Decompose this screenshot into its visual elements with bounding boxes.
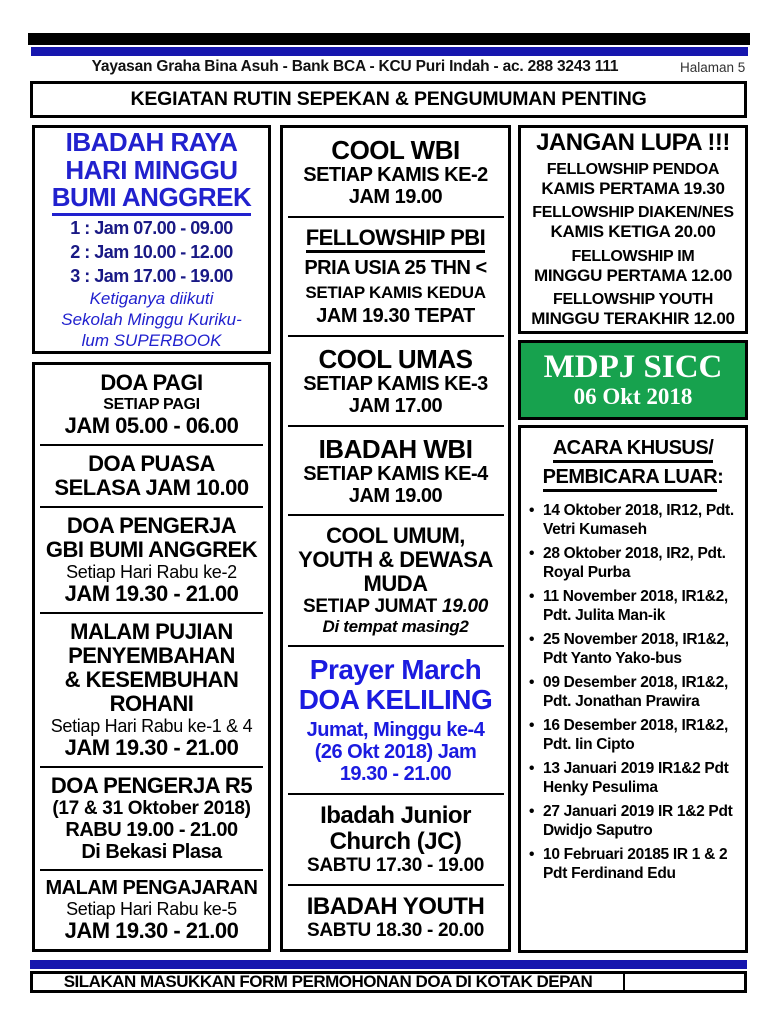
cool-wbi-time: JAM 19.00 [348, 185, 443, 208]
cool-umum-title3: MUDA [363, 571, 428, 597]
doa-pengerja-title2: GBI BUMI ANGGREK [45, 537, 258, 562]
prayer-march-when3: 19.30 - 21.00 [339, 763, 452, 786]
doa-pengerja-section [35, 514, 268, 606]
malam-pujian-section [35, 620, 268, 760]
bottom-blue-bar [30, 960, 747, 969]
org-header: Yayasan Graha Bina Asuh - Bank BCA - KCU Puri Indah - ac. 288 3243 111 [91, 58, 619, 75]
malam-pujian-title3: & KESEMBUHAN [64, 667, 239, 692]
acara-item: • 27 Januari 2019 IR 1&2 Pdt Dwidjo Saputro [527, 802, 741, 840]
section-divider [40, 869, 264, 871]
acara-item: • 11 November 2018, IR1&2, Pdt. Julita Man-ik [527, 587, 741, 625]
doa-pagi-time: JAM 05.00 - 06.00 [64, 413, 239, 438]
ibadah-wbi-section [283, 435, 508, 507]
doa-pagi-section [35, 371, 268, 438]
footer-empty-cell [625, 974, 744, 990]
fellowship-pbi-section [283, 226, 508, 327]
jangan-lupa-item-name: FELLOWSHIP YOUTH [553, 290, 713, 308]
doa-puasa-section [35, 452, 268, 500]
doa-pengerja-r5-time: RABU 19.00 - 21.00 [65, 819, 238, 841]
fellowship-pbi-title: FELLOWSHIP PBI [306, 226, 486, 253]
bulletin-title: KEGIATAN RUTIN SEPEKAN & PENGUMUMAN PENTING [130, 88, 647, 110]
acara-item: • 09 Desember 2018, IR1&2, Pdt. Jonathan Prawira [527, 673, 741, 711]
acara-khusus-box [518, 425, 748, 953]
acara-heading-line1: ACARA KHUSUS/ [553, 438, 714, 463]
section-divider [288, 425, 504, 427]
doa-pengerja-r5-place: Di Bekasi Plasa [81, 841, 222, 863]
acara-item: • 13 Januari 2019 IR1&2 Pdt Henky Pesulima [527, 759, 741, 797]
jangan-lupa-item-when: KAMIS PERTAMA 19.30 [541, 179, 725, 199]
cool-umum-when [283, 596, 508, 617]
cool-umum-time: 19.00 [441, 596, 489, 618]
acara-item-list [521, 496, 745, 883]
sunday-note-line3: lum SUPERBOOK [81, 330, 222, 350]
acara-item: • 25 November 2018, IR1&2, Pdt Yanto Yako-bus [527, 630, 741, 668]
prayer-march-when2: (26 Okt 2018) Jam [314, 741, 477, 764]
fellowship-pbi-who: PRIA USIA 25 THN < [304, 256, 487, 279]
sunday-service-box [32, 125, 271, 354]
cool-umas-section [283, 345, 508, 417]
footer-notice-box [30, 971, 747, 993]
acara-item: • 10 Februari 20185 IR 1 & 2 Pdt Ferdinand Edu [527, 845, 741, 883]
junior-church-title1: Ibadah Junior [320, 802, 471, 830]
section-divider [40, 612, 264, 614]
section-divider [288, 514, 504, 516]
acara-item: • 14 Oktober 2018, IR12, Pdt. Vetri Kumaseh [527, 501, 741, 539]
jangan-lupa-box [518, 125, 748, 334]
ibadah-wbi-time: JAM 19.00 [348, 484, 443, 507]
section-divider [40, 766, 264, 768]
mdpj-title: MDPJ SICC [543, 349, 723, 385]
cool-umum-note: Di tempat masing2 [322, 617, 469, 637]
malam-pengajaran-section [35, 877, 268, 943]
section-divider [288, 884, 504, 886]
acara-heading-colon: : [717, 466, 724, 488]
sunday-title-line2: HARI MINGGU [65, 155, 238, 186]
prayer-march-when1: Jumat, Minggu ke-4 [306, 719, 485, 742]
cool-umas-when: SETIAP KAMIS KE-3 [303, 372, 488, 395]
malam-pujian-title1: MALAM PUJIAN [70, 619, 233, 644]
mdpj-sicc-banner [518, 340, 748, 420]
doa-pengerja-when: Setiap Hari Rabu ke-2 [66, 562, 237, 582]
section-divider [288, 216, 504, 218]
ibadah-wbi-when: SETIAP KAMIS KE-4 [303, 462, 488, 485]
doa-pengerja-title1: DOA PENGERJA [66, 513, 237, 538]
section-divider [40, 506, 264, 508]
page-number: Halaman 5 [680, 60, 746, 75]
section-divider [288, 335, 504, 337]
fellowship-pbi-when: SETIAP KAMIS KEDUA [305, 282, 486, 302]
sunday-venue: BUMI ANGGREK [52, 184, 252, 215]
cool-umum-section [283, 524, 508, 637]
junior-church-time: SABTU 17.30 - 19.00 [307, 855, 484, 877]
prayer-march-title1: Prayer March [309, 654, 482, 686]
sunday-note-line2: Sekolah Minggu Kuriku- [61, 309, 242, 329]
top-blue-bar [31, 47, 748, 56]
sunday-service-1: 1 : Jam 07.00 - 09.00 [70, 217, 233, 238]
cool-umas-time: JAM 17.00 [348, 394, 443, 417]
jangan-lupa-item-when: KAMIS KETIGA 20.00 [550, 222, 716, 242]
ibadah-wbi-title: IBADAH WBI [318, 433, 473, 464]
jangan-lupa-title: JANGAN LUPA !!! [536, 129, 730, 157]
cool-wbi-section [283, 136, 508, 208]
bulletin-title-box [30, 81, 747, 118]
cool-umum-when-label: SETIAP JUMAT [302, 596, 442, 618]
junior-church-section [283, 803, 508, 876]
jangan-lupa-item [521, 247, 745, 286]
cool-umas-title: COOL UMAS [318, 343, 473, 374]
doa-pengerja-r5-section [35, 774, 268, 863]
ibadah-youth-section [283, 894, 508, 941]
ibadah-youth-time: SABTU 18.30 - 20.00 [307, 919, 484, 941]
doa-puasa-title: DOA PUASA [88, 451, 215, 476]
prayer-march-title2: DOA KELILING [298, 684, 493, 716]
jangan-lupa-item [521, 290, 745, 329]
jangan-lupa-item [521, 160, 745, 199]
weekly-activities-box [280, 125, 511, 952]
prayer-schedule-box [32, 362, 271, 952]
cool-umum-title2: YOUTH & DEWASA [298, 547, 493, 573]
doa-pagi-title: DOA PAGI [100, 370, 203, 395]
malam-pujian-title2: PENYEMBAHAN [68, 643, 235, 668]
doa-pagi-when: SETIAP PAGI [103, 396, 200, 413]
section-divider [288, 645, 504, 647]
fellowship-pbi-time: JAM 19.30 TEPAT [316, 304, 475, 327]
malam-pengajaran-when: Setiap Hari Rabu ke-5 [66, 899, 237, 919]
jangan-lupa-item-name: FELLOWSHIP DIAKEN/NES [532, 204, 734, 222]
doa-pengerja-r5-dates: (17 & 31 Oktober 2018) [52, 798, 251, 819]
doa-pengerja-r5-title: DOA PENGERJA R5 [50, 773, 253, 798]
cool-wbi-when: SETIAP KAMIS KE-2 [303, 163, 488, 186]
sunday-service-2: 2 : Jam 10.00 - 12.00 [70, 241, 233, 262]
cool-wbi-title: COOL WBI [331, 134, 460, 165]
sunday-note-line1: Ketiganya diikuti [89, 288, 214, 308]
jangan-lupa-item-when: MINGGU TERAKHIR 12.00 [531, 308, 735, 328]
footer-notice: SILAKAN MASUKKAN FORM PERMOHONAN DOA DI KOTAK DEPAN [33, 974, 625, 990]
section-divider [288, 793, 504, 795]
mdpj-date: 06 Okt 2018 [573, 384, 693, 409]
malam-pengajaran-time: JAM 19.30 - 21.00 [64, 918, 239, 943]
jangan-lupa-item-when: MINGGU PERTAMA 12.00 [533, 265, 733, 285]
acara-item: • 28 Oktober 2018, IR2, Pdt. Royal Purba [527, 544, 741, 582]
jangan-lupa-item-name: FELLOWSHIP PENDOA [546, 161, 720, 179]
doa-puasa-time: SELASA JAM 10.00 [54, 475, 249, 500]
acara-heading-line2: PEMBICARA LUAR [543, 467, 717, 492]
cool-umum-title1: COOL UMUM, [326, 523, 465, 549]
top-black-bar [28, 33, 750, 45]
malam-pujian-time: JAM 19.30 - 21.00 [64, 735, 239, 760]
malam-pengajaran-title: MALAM PENGAJARAN [45, 877, 258, 899]
junior-church-title2: Church (JC) [329, 828, 462, 856]
sunday-service-3: 3 : Jam 17.00 - 19.00 [70, 265, 233, 286]
acara-item: • 16 Desember 2018, IR1&2, Pdt. Iin Cipto [527, 716, 741, 754]
ibadah-youth-title: IBADAH YOUTH [306, 892, 485, 920]
prayer-march-section [283, 655, 508, 785]
jangan-lupa-item-name: FELLOWSHIP IM [571, 247, 695, 265]
section-divider [40, 444, 264, 446]
jangan-lupa-item [521, 203, 745, 242]
doa-pengerja-time: JAM 19.30 - 21.00 [64, 581, 239, 606]
sunday-title-line1: IBADAH RAYA [65, 127, 238, 158]
malam-pujian-when: Setiap Hari Rabu ke-1 & 4 [50, 716, 253, 736]
malam-pujian-title4: ROHANI [109, 691, 194, 716]
